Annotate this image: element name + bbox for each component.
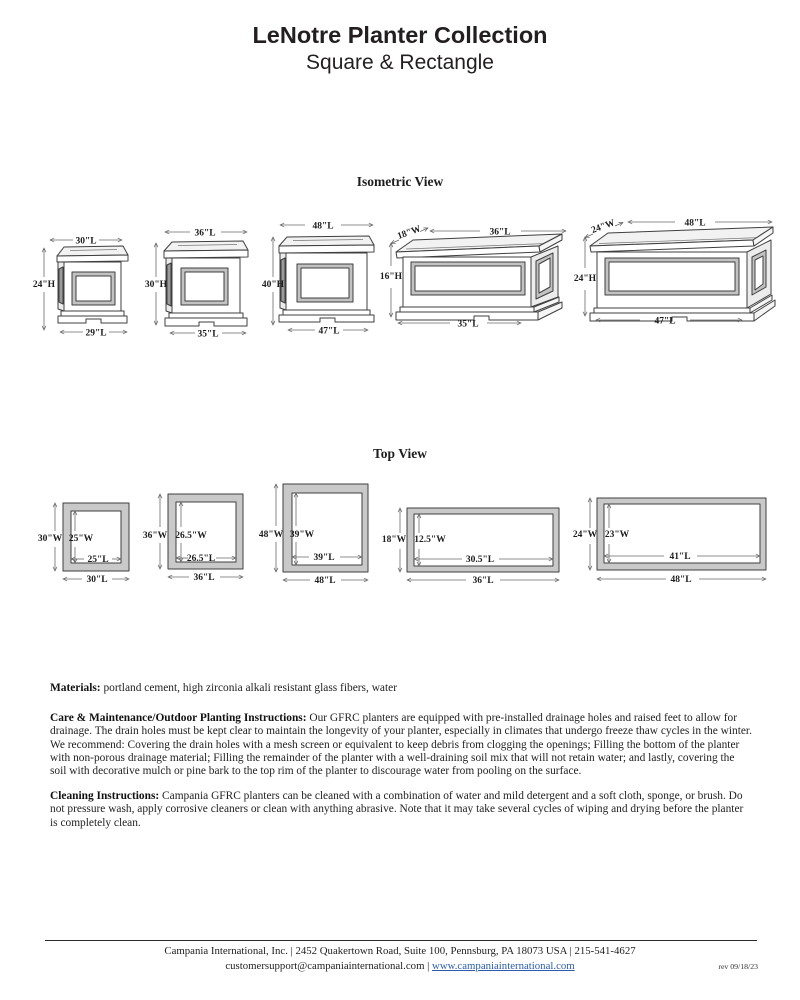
iso-planter-square-30 <box>33 237 128 339</box>
dim-label: 29"L <box>85 328 107 339</box>
top-view-rectangle-18x36 <box>382 508 559 586</box>
dim-label: 26.5"W <box>175 531 207 541</box>
dim-label: 24"W <box>590 218 617 236</box>
materials-paragraph <box>50 682 752 695</box>
footer-website-link[interactable]: www.campaniainternational.com <box>432 959 575 972</box>
footer-divider <box>45 940 757 941</box>
dim-label: 12.5"W <box>414 535 446 545</box>
dim-label: 24"W <box>572 530 598 540</box>
dim-label: 25"L <box>87 555 109 565</box>
care-paragraph <box>50 712 752 778</box>
dim-label: 48"L <box>684 218 706 229</box>
footer <box>0 944 800 973</box>
instructions-text-block <box>50 682 752 830</box>
dim-label: 18"W <box>381 535 407 545</box>
dim-label: 40"H <box>261 280 285 290</box>
dim-label: 23"W <box>604 530 630 540</box>
footer-separator: | <box>424 959 433 972</box>
page-title: LeNotre Planter Collection <box>252 22 548 48</box>
iso-planter-rectangle-18x36 <box>380 224 566 329</box>
dim-label: 47"L <box>318 326 340 337</box>
cleaning-paragraph <box>50 790 752 830</box>
materials-text: portland cement, high zirconia alkali resistant glass fibers, water <box>100 682 397 694</box>
dim-label: 30"L <box>86 575 108 585</box>
top-view-square-36 <box>143 494 243 583</box>
top-view-square-48 <box>259 484 368 586</box>
dim-label: 36"L <box>489 227 511 238</box>
top-view-rectangle-24x48 <box>573 498 766 585</box>
dim-label: 35"L <box>197 329 219 340</box>
care-label: Care & Maintenance/Outdoor Planting Instructions: <box>50 712 307 725</box>
page-subtitle: Square & Rectangle <box>306 51 494 74</box>
footer-email: customersupport@campaniainternational.com <box>225 959 425 972</box>
dim-label: 47"L <box>654 316 676 327</box>
materials-label: Materials: <box>50 682 101 694</box>
dim-label: 24"H <box>32 280 56 290</box>
dim-label: 30"W <box>37 534 63 544</box>
dim-label: 48"L <box>670 575 692 585</box>
iso-planter-square-36 <box>145 229 248 340</box>
dim-label: 26.5"L <box>186 554 216 564</box>
top-view-heading: Top View <box>373 446 427 461</box>
revision-date: rev 09/18/23 <box>718 962 758 971</box>
cleaning-text: Campania GFRC planters can be cleaned with a combination of water and mild detergent and a soft cloth, sponge, or brush. Do not pressure wash, apply corrosive cleaners or clean with anything abrasive. Note that it may take several cycles of wiping and drying before the planter is completely clean. <box>50 790 744 829</box>
dim-label: 25"W <box>68 534 94 544</box>
iso-planter-rectangle-24x48 <box>574 218 775 326</box>
dim-label: 30"H <box>144 280 168 290</box>
dim-label: 35"L <box>457 319 479 330</box>
dim-label: 36"L <box>194 228 216 239</box>
dim-label: 18"W <box>396 224 423 242</box>
iso-planter-square-48 <box>262 222 374 337</box>
care-text: Our GFRC planters are equipped with pre-installed drainage holes and raised feet to allow for drainage. The drain holes must be kept clear to maintain the longevity of your planter, especially in climates that undergo freeze thaw cycles in the winter. We recommend: Covering the drain holes with a mesh screen or equivalent to keep debris from clogging the openings; Filling the bottom of the planter with non-porous drainage material; Filling the remainder of the planter with a well-draining soil mix that will not retain water; and lastly, covering the soil with decorative mulch or pine bark to the top rim of the planter to discourage water from pooling on the surface. <box>50 712 752 778</box>
dim-label: 30.5"L <box>465 555 495 565</box>
isometric-view-heading: Isometric View <box>356 174 444 189</box>
dim-label: 36"L <box>472 576 494 586</box>
footer-contact-line <box>0 959 800 974</box>
footer-address-line: Campania International, Inc. | 2452 Quakertown Road, Suite 100, Pennsburg, PA 18073 USA | 215-541-4627 <box>164 945 636 957</box>
dim-label: 36"L <box>193 573 215 583</box>
dim-label: 48"L <box>314 576 336 586</box>
dim-label: 16"H <box>379 272 403 282</box>
dim-label: 48"W <box>258 530 284 540</box>
dim-label: 39"L <box>313 553 335 563</box>
top-view-square-30 <box>38 503 129 585</box>
dim-label: 24"H <box>573 274 597 284</box>
dim-label: 36"W <box>142 531 168 541</box>
dim-label: 30"L <box>75 236 97 247</box>
dim-label: 39"W <box>289 530 315 540</box>
dim-label: 48"L <box>312 221 334 232</box>
cleaning-label: Cleaning Instructions: <box>50 790 160 803</box>
dim-label: 41"L <box>669 552 691 562</box>
